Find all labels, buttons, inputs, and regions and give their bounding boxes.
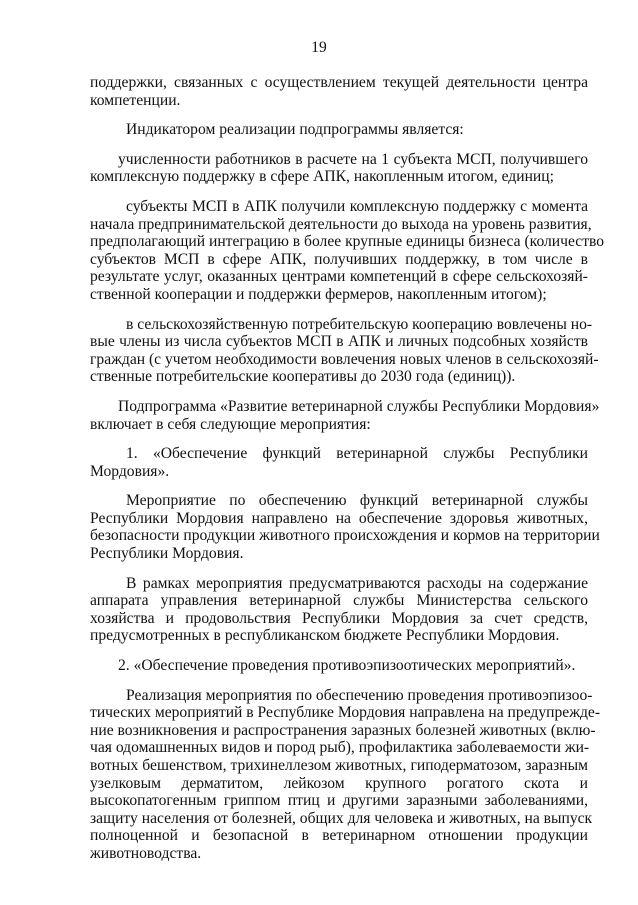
- text-line: аппарата управления ветеринарной службы Министерства сельского: [90, 592, 588, 610]
- text-line: полноценной и безопасной в ветеринарном отношении продукции: [90, 827, 588, 845]
- paragraph: [90, 197, 605, 304]
- paragraph: [90, 575, 588, 645]
- text-line: В рамках мероприятия предусматриваются расходы на содержание: [126, 574, 588, 592]
- text-line: Республики Мордовия направлено на обеспечение здоровья животных,: [90, 509, 588, 527]
- text-line: высокопатогенным гриппом птиц и другими заразными заболеваниями,: [90, 792, 588, 810]
- text-line: 1. «Обеспечение функций ветеринарной службы Республики: [126, 445, 588, 463]
- text-line: Мордовия».: [90, 462, 170, 480]
- text-line: узелковым дерматитом, лейкозом крупного рогатого скота и: [90, 774, 588, 792]
- text-line: защиту населения от болезней, общих для человека и животных, на выпуск: [90, 809, 593, 827]
- text-line: Мероприятие по обеспечению функций ветеринарной службы: [126, 492, 588, 510]
- paragraph: [90, 397, 600, 433]
- page-number: 19: [311, 39, 327, 56]
- paragraph: [90, 657, 588, 675]
- paragraph: [90, 492, 600, 563]
- text-line: субъектов МСП в сфере АПК, получивших поддержку, в том числе в: [90, 250, 588, 268]
- text-line: предполагающий интеграцию в более крупные единицы бизнеса (количество: [90, 233, 605, 251]
- text-line: субъекты МСП в АПК получили комплексную поддержку с момента: [126, 197, 588, 215]
- text-line: компетенции.: [90, 91, 181, 109]
- text-line: в сельскохозяйственную потребительскую кооперацию вовлечены но-: [126, 315, 593, 333]
- text-line: Республики Мордовия.: [90, 545, 244, 563]
- text-line: 2. «Обеспечение проведения противоэпизоотических мероприятий».: [118, 657, 576, 675]
- text-line: Индикатором реализации подпрограммы является:: [126, 121, 464, 139]
- paragraph: [90, 121, 588, 139]
- text-line: безопасности продукции животного происхождения и кормов на территории: [90, 527, 600, 545]
- paragraph: [90, 315, 599, 386]
- document-body: [90, 74, 605, 863]
- text-line: учисленности работников в расчете на 1 субъекта МСП, получившего: [118, 150, 588, 168]
- text-line: начала предпринимательской деятельности до выхода на уровень развития,: [90, 215, 592, 233]
- text-line: хозяйства и продовольствия Республики Мордовия за счет средств,: [90, 609, 588, 627]
- text-line: ственные потребительские кооперативы до 2030 года (единиц)).: [90, 368, 516, 386]
- text-line: предусмотренных в республиканском бюджете Республики Мордовия.: [90, 627, 560, 645]
- text-line: результате услуг, оказанных центрами компетенций в сфере сельскохозяй-: [90, 268, 588, 286]
- text-line: Подпрограмма «Развитие ветеринарной службы Республики Мордовия»: [118, 397, 600, 415]
- text-line: тических мероприятий в Республике Мордовия направлена на предупрежде-: [90, 704, 601, 722]
- paragraph: [90, 445, 588, 480]
- paragraph: [90, 151, 588, 186]
- text-line: ственной кооперации и поддержки фермеров, накопленным итогом);: [90, 285, 547, 303]
- text-line: комплексную поддержку в сфере АПК, накопленным итогом, единиц;: [90, 168, 554, 186]
- text-line: Реализация мероприятия по обеспечению проведения противоэпизоо-: [126, 686, 593, 704]
- text-line: вотных бешенством, трихинеллезом животных, гиподерматозом, заразным: [90, 757, 588, 774]
- text-line: вые члены из числа субъектов МСП в АПК и личных подсобных хозяйств: [90, 333, 588, 351]
- text-line: включает в себя следующие мероприятия:: [90, 415, 371, 433]
- text-line: животноводства.: [90, 844, 202, 862]
- text-line: поддержки, связанных с осуществлением текущей деятельности центра: [90, 74, 588, 91]
- text-line: чая одомашненных видов и пород рыб), профилактика заболеваемости жи-: [90, 739, 590, 757]
- text-line: ние возникновения и распространения заразных болезней животных (вклю-: [90, 721, 596, 739]
- paragraph: [90, 74, 588, 109]
- paragraph: [90, 686, 601, 863]
- text-line: граждан (с учетом необходимости вовлечения новых членов в сельскохозяй-: [90, 350, 599, 368]
